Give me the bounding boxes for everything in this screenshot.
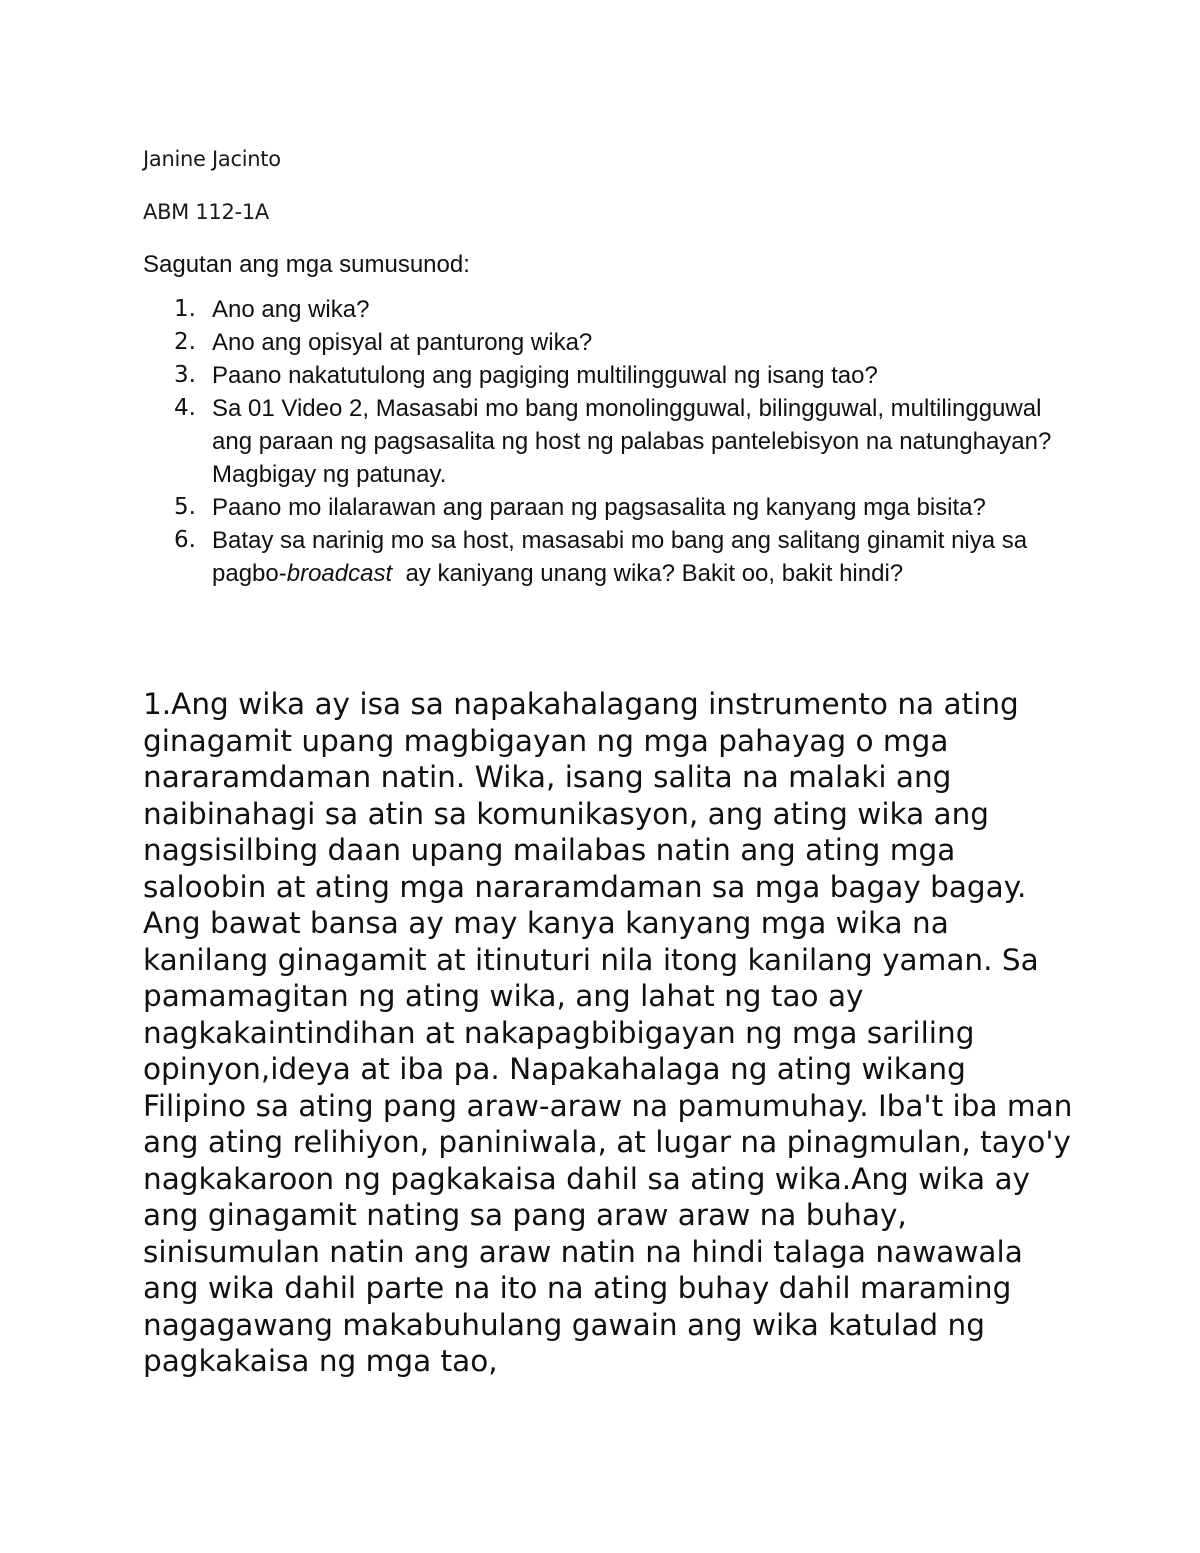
question-item [143, 392, 1063, 491]
question-number: 4. [174, 395, 196, 421]
question-number: 3. [174, 362, 196, 388]
question-number: 1. [174, 296, 196, 322]
question-list [143, 293, 1063, 590]
question-item [143, 359, 1063, 392]
question-number: 6. [174, 527, 196, 553]
question-item [143, 524, 1063, 590]
question-item [143, 491, 1063, 524]
question-number: 2. [174, 329, 196, 355]
answer-paragraph: 1.Ang wika ay isa sa napakahalagang instrumento na ating ginagamit upang magbigayan ng mga pahayag o mga nararamdaman natin. Wika, isang salita na malaki ang naibinahagi sa atin sa komunikasyon, ang ating wika ang nagsisilbing daan upang mailabas natin ang ating mga saloobin at ating mga nararamdaman sa mga bagay bagay. Ang bawat bansa ay may kanya kanyang mga wika na kanilang ginagamit at itinuturi nila itong kanilang yaman. Sa pamamagitan ng ating wika, ang lahat ng tao ay nagkakaintindihan at nakapagbibigayan ng mga sariling opinyon,ideya at iba pa. Napakahalaga ng ating wikang Filipino sa ating pang araw-araw na pamumuhay. Iba't iba man ang ating relihiyon, paniniwala, at lugar na pinagmulan, tayo'y nagkakaroon ng pagkakaisa dahil sa ating wika.Ang wika ay ang ginagamit nating sa pang araw araw na buhay, sinisumulan natin ang araw natin na hindi talaga nawawala ang wika dahil parte na ito na ating buhay dahil maraming nagagawang makabuhulang gawain ang wika katulad ng pagkakaisa ng mga tao, [143, 687, 1073, 1378]
question-text: Paano mo ilalarawan ang paraan ng pagsasalita ng kanyang mga bisita? [212, 494, 986, 521]
question-text: Paano nakatutulong ang pagiging multilingguwal ng isang tao? [212, 362, 878, 389]
question-text: Sa 01 Video 2, Masasabi mo bang monolingguwal, bilingguwal, multilingguwal ang paraan ng pagsasalita ng host ng palabas pantelebisyon na natunghayan? Magbigay ng patunay. [212, 395, 1052, 488]
question-text-start: Batay sa narinig mo sa host, masasabi mo bang ang salitang ginamit niya sa pagbo- [212, 527, 1028, 587]
student-name: Janine Jacinto [143, 147, 281, 171]
question-text-end: ay kaniyang unang wika? Bakit oo, bakit hindi? [392, 560, 904, 587]
question-text [212, 524, 1063, 590]
question-text-italic: broadcast [286, 560, 393, 587]
question-text: Ano ang wika? [212, 296, 370, 323]
question-item [143, 293, 1063, 326]
instructions-heading: Sagutan ang mga sumusunod: [143, 251, 470, 278]
question-text: Ano ang opisyal at panturong wika? [212, 329, 593, 356]
question-number: 5. [174, 494, 196, 520]
question-item [143, 326, 1063, 359]
class-section: ABM 112-1A [143, 200, 269, 224]
